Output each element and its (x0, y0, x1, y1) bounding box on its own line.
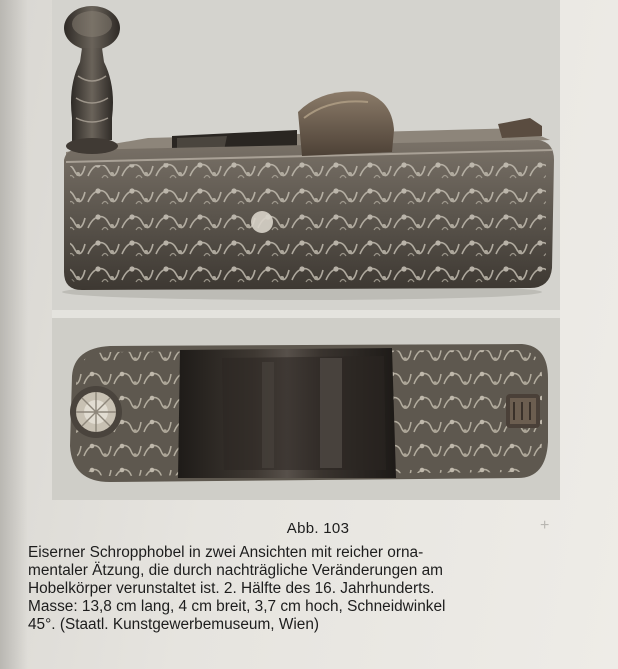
photo-top-view (52, 318, 560, 500)
figure-number: Abb. 103 (286, 520, 350, 537)
page-edge-shadow (0, 0, 28, 669)
caption-line: Hobelkörper verunstaltet ist. 2. Hälfte des 16. Jahrhunderts. (28, 580, 435, 597)
stray-mark: + (540, 517, 550, 534)
caption-line: Eiserner Schropphobel in zwei Ansichten mit reicher orna- (28, 544, 424, 561)
caption-text (28, 544, 598, 634)
caption-line: Masse: 13,8 cm lang, 4 cm breit, 3,7 cm hoch, Schneidwinkel (28, 598, 446, 615)
photo-side-view (52, 0, 560, 310)
caption-line: 45°. (Staatl. Kunstgewerbemuseum, Wien) (28, 616, 320, 633)
plane-side-illustration (52, 0, 560, 310)
figure-caption (28, 520, 598, 634)
plane-top-illustration (52, 318, 560, 500)
caption-line: mentaler Ätzung, die durch nachträgliche Veränderungen am (28, 562, 443, 579)
